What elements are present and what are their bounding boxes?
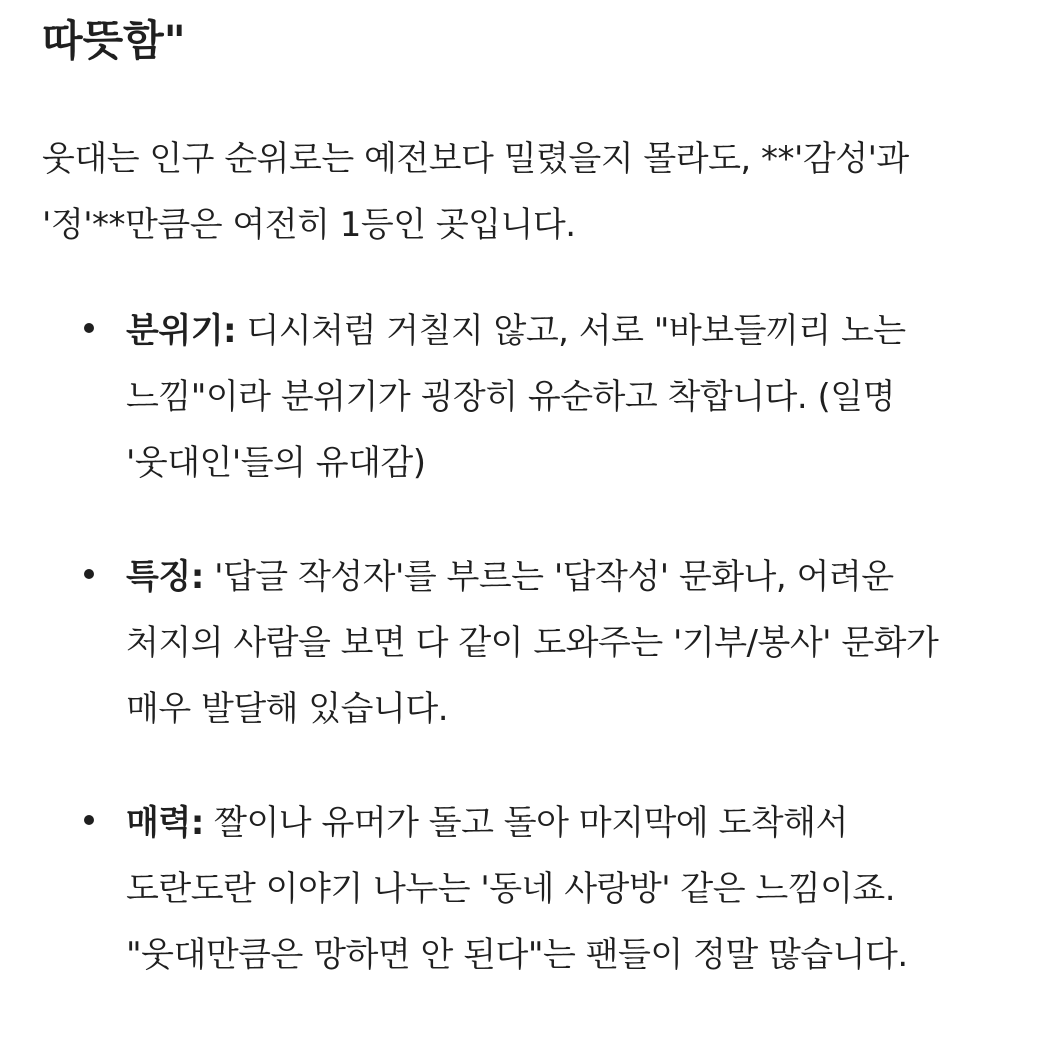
section-heading: 따뜻함" — [42, 16, 186, 65]
list-item-body: '답글 작성자'를 부르는 '답작성' 문화나, 어려운 — [214, 557, 894, 597]
list-item-line-2: 처지의 사람을 보면 다 같이 도와주는 '기부/봉사' 문화가 — [126, 623, 939, 663]
list-item-line-2: 도란도란 이야기 나누는 '동네 사랑방' 같은 느낌이죠. — [126, 869, 896, 909]
list-item-line-1 — [126, 298, 1046, 364]
list-item-title: 분위기: — [126, 311, 237, 351]
intro-line-2: '정'**만큼은 여전히 1등인 곳입니다. — [42, 205, 576, 245]
list-item-title: 특징: — [126, 557, 204, 597]
intro-line-1: 웃대는 인구 순위로는 예전보다 밀렸을지 몰라도, **'감성'과 — [42, 139, 909, 179]
list-item-line-3: '웃대인'들의 유대감) — [126, 443, 426, 483]
list-item-body: 디시처럼 거칠지 않고, 서로 "바보들끼리 노는 — [246, 311, 906, 351]
bullet-dot-icon — [84, 815, 94, 825]
list-item-text — [126, 298, 1046, 496]
list-item-text — [126, 544, 1046, 742]
list-item-body: 짤이나 유머가 돌고 돌아 마지막에 도착해서 — [214, 803, 848, 843]
list-item-line-1 — [126, 790, 1046, 856]
bullet-dot-icon — [84, 323, 94, 333]
list-item-title: 매력: — [126, 803, 204, 843]
intro-paragraph — [42, 126, 1042, 258]
list-item-line-3: "웃대만큼은 망하면 안 된다"는 팬들이 정말 많습니다. — [126, 935, 908, 975]
list-item-line-2: 느낌"이라 분위기가 굉장히 유순하고 착합니다. (일명 — [126, 377, 895, 417]
list-item-text — [126, 790, 1046, 988]
list-item-line-3: 매우 발달해 있습니다. — [126, 689, 449, 729]
bullet-dot-icon — [84, 569, 94, 579]
list-item-line-1 — [126, 544, 1046, 610]
